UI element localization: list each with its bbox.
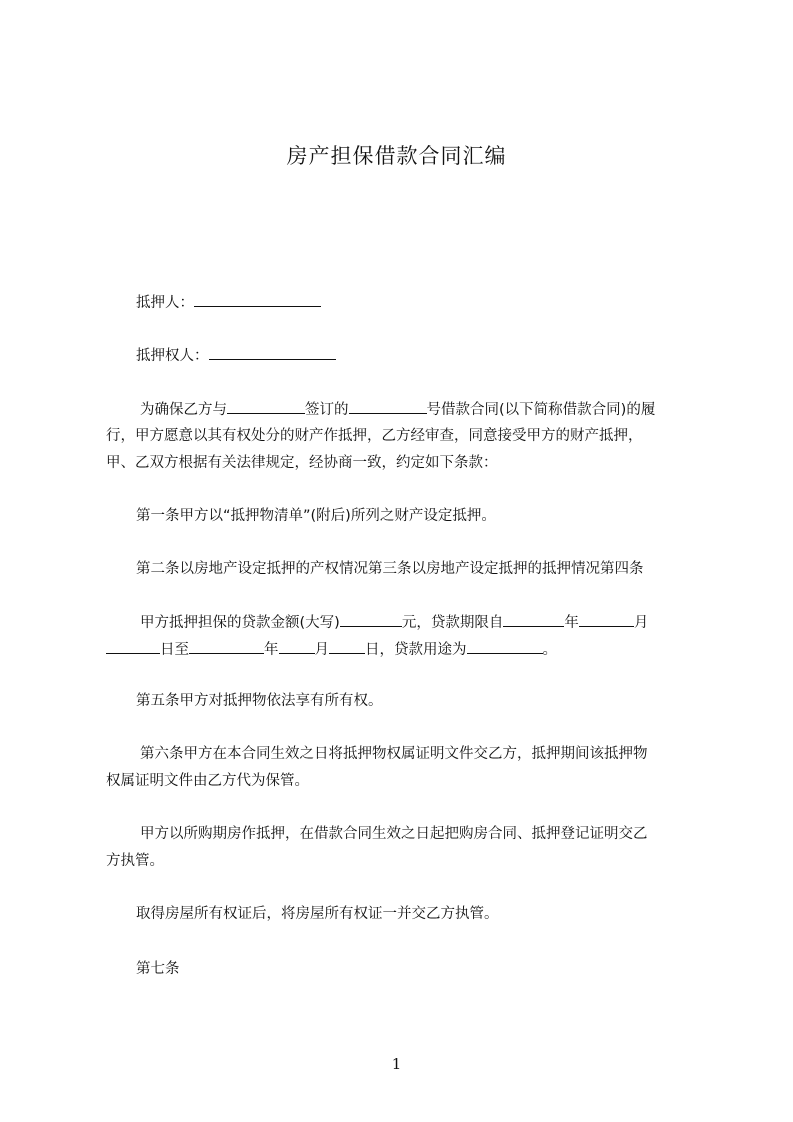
loan-month-2: 月: [314, 642, 329, 658]
purchase-line-1: 甲方以所购期房作抵押，在借款合同生效之日起把购房合同、抵押登记证明交乙: [140, 826, 648, 842]
intro-text-2: 签订的: [305, 402, 349, 418]
party-b-blank[interactable]: [227, 398, 305, 414]
certificate-line: 取得房屋所有权证后，将房屋所有权证一并交乙方执管。: [136, 906, 499, 922]
article-7: 第七条: [136, 961, 180, 977]
article-6-line-1: 第六条甲方在本合同生效之日将抵押物权属证明文件交乙方，抵押期间该抵押物: [140, 746, 648, 762]
article-6-line-2: 权属证明文件由乙方代为保管。: [106, 773, 309, 789]
loan-day-to: 日至: [160, 642, 189, 658]
loan-year-2: 年: [264, 642, 279, 658]
loan-line-1: [140, 611, 648, 633]
loan-line-2: [106, 638, 557, 660]
amount-blank[interactable]: [340, 611, 402, 627]
end-year-blank[interactable]: [189, 638, 264, 654]
mortgagee-line: [136, 344, 336, 366]
loan-text-1: 甲方抵押担保的贷款金额(大写): [140, 615, 340, 631]
intro-line-1: [140, 398, 655, 420]
purpose-blank[interactable]: [467, 638, 543, 654]
intro-line-2: 行，甲方愿意以其有权处分的财产作抵押，乙方经审查，同意接受甲方的财产抵押，: [106, 428, 643, 444]
page-number: 1: [391, 1055, 402, 1073]
contract-no-blank[interactable]: [349, 398, 427, 414]
article-1: 第一条甲方以“抵押物清单”(附后)所列之财产设定抵押。: [136, 508, 496, 524]
intro-line-3: 甲、乙双方根据有关法律规定，经协商一致，约定如下条款：: [106, 455, 498, 471]
loan-end: 。: [542, 642, 557, 658]
mortgagor-label: 抵押人：: [136, 295, 194, 311]
article-2: 第二条以房地产设定抵押的产权情况第三条以房地产设定抵押的抵押情况第四条: [136, 561, 644, 577]
mortgagor-blank[interactable]: [194, 291, 321, 307]
mortgagee-label: 抵押权人：: [136, 348, 209, 364]
start-year-blank[interactable]: [503, 611, 564, 627]
intro-text-1: 为确保乙方与: [140, 402, 227, 418]
intro-text-3: 号借款合同(以下简称借款合同)的履: [426, 402, 656, 418]
loan-month-1: 月: [633, 615, 649, 631]
document-title: 房产担保借款合同汇编: [286, 144, 507, 168]
purchase-line-2: 方执管。: [106, 853, 164, 869]
loan-day-use: 日，贷款用途为: [365, 642, 467, 658]
loan-year-1: 年: [564, 615, 579, 631]
article-5: 第五条甲方对抵押物依法享有所有权。: [136, 693, 383, 709]
start-month-blank[interactable]: [579, 611, 634, 627]
mortgagee-blank[interactable]: [209, 344, 336, 360]
end-day-blank[interactable]: [329, 638, 365, 654]
start-day-blank[interactable]: [106, 638, 160, 654]
mortgagor-line: [136, 291, 321, 313]
end-month-blank[interactable]: [279, 638, 315, 654]
loan-text-2: 元，贷款期限自: [401, 615, 504, 631]
